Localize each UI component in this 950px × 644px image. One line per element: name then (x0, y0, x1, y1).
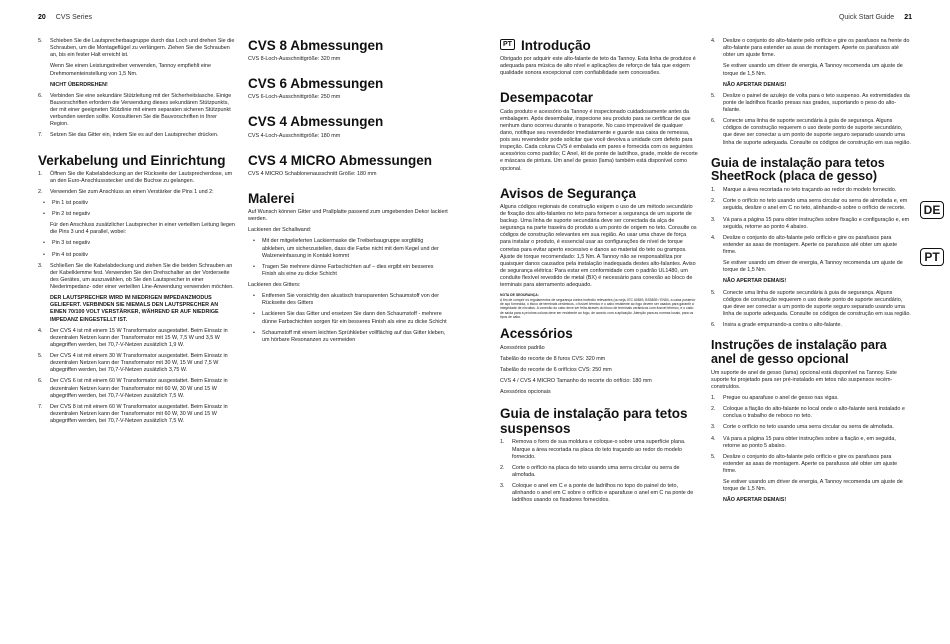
section-heading: Guia de instalação para tetos SheetRock (placa de gesso) (711, 155, 885, 184)
list-item: 3. Schließen Sie die Kabelabdeckung und ziehen Sie die beiden Schrauben an der Kabelklemme fest. Verwenden Sie den Drehschalter an der Vorderseite des Gerätes, um auszuwählen, ob Sie den Lautsprecher in einer Niederimpedanz- oder einer verteilten Line-Anwendung verwenden möchten. (38, 262, 234, 291)
bullet-item: • Pin 1 ist positiv (38, 200, 236, 207)
warning-text: NICHT ÜBERDREHEN! (50, 81, 108, 88)
list-item: 6. Insira a grade empurrando-a contra o alto-falante. (711, 322, 842, 328)
warning-text: NÃO APERTAR DEMAIS! (723, 81, 787, 88)
section-heading: PT Introdução (500, 38, 698, 53)
language-tab-de[interactable]: DE (920, 201, 944, 219)
list-item: 4. Vá para a página 15 para obter instruções sobre a fiação e, em seguida, retorne ao ponto 5 abaixo. (711, 435, 896, 449)
list-item: 3. Corte o orifício no teto usando uma serra circular ou serra de almofada. (711, 424, 894, 431)
list-item: 1. Marque a área recortada no teto traçando ao redor do modelo fornecido. (711, 187, 897, 194)
list-item: 2. Corte o orifício no teto usando uma serra circular ou serra de almofada e, em seguida, deslize o anel em C no teto, alinhando-o sobre o orifício de recorte. (711, 198, 908, 212)
right-page-number: 21 (904, 14, 912, 21)
section-heading: CVS 4 MICRO Abmessungen (248, 152, 433, 168)
list-item: 6. Verbinden Sie eine sekundäre Stützleitung mit der Sicherheitslasche. Einige Bauvorschriften erfordern die Verwendung dieses sekundären Stützpunkts, der mit einer geeigneten Stützlinie mit einem separaten sicheren Stützpunkt verbunden werden sollte. Konsultieren Sie die Bauvorschriften in Ihrer Region. (38, 92, 232, 128)
list-item: 3. Vá para a página 15 para obter instruções sobre fixação e configuração e, em seguida, retorne ao ponto 4 abaixo. (711, 216, 910, 230)
right-guide-title: Quick Start Guide (838, 14, 895, 21)
paragraph: CVS 8-Loch-Ausschnittgröße: 320 mm (248, 56, 341, 63)
section-heading: Avisos de Segurança (500, 185, 637, 201)
paragraph: Alguns códigos regionais de construção exigem o uso de um método secundário de fixação dos alto-falantes no teto para fornecer a segurança de um suporte de backup. Uma linha de suporte secundária deve ser conectada da alça de segurança na parte traseira do produto a um ponto de origem no teto. Consulte os códigos de construção relevantes em sua região. Ao usar uma chave de força para instalar o produto, é essencial usar as configurações de nível de torque corretas para evitar aperto excessivo e danos ao material do teto ou grampos. Ajuste de torque recomendado: 1,5 Nm. A Tannoy não se responsabiliza por quaisquer danos causados pela instalação inadequada destes alto-falantes. Aviso de segurança elétrica: Para estar em conformidade com o padrão UL1480, um conduíte flexível revestido de metal (BX) é necessário para conexão ao bloco de terminais para aterramento adequado. (500, 203, 697, 289)
section-heading: CVS 4 Abmessungen (248, 114, 384, 130)
warning-text: DER LAUTSPRECHER WIRD IM NIEDRIGEN IMPEDANZMODUS GELIEFERT. VERBINDEN SIE NIEMALS DEN LAUTSPRECHER AN EINEN 70/100 VOLT VERSTÄRKER, WÄHREND ER AUF NIEDRIGE IMPEDANZ EINGESTELLT IST. (50, 295, 219, 323)
list-item: 5. Conecte uma linha de suporte secundária à guia de segurança. Alguns códigos de construção requerem o uso deste ponto de suporte secundário, que deve ser conectar a um ponto de suporte seguro separado usando uma linha de suporte adequada. Consulte os códigos de construção em sua região. (711, 289, 911, 317)
paragraph: Obrigado por adquirir este alto-falante de teto da Tannoy. Esta linha de produtos é adequada para música de alto nível e aplicações de reforço de fala que exigem qualidade sonora excepcional com confiabilidade sem concessões. (500, 56, 696, 77)
list-item: 5. Deslize o painel de azulejo de volta para o teto suspenso. As extremidades da ponte de ladrilhos ficarão presas nas grades, suportando o peso do alto-falante. (711, 92, 910, 113)
list-item: 1. Remova o forro de sua moldura e coloque-o sobre uma superfície plana. Marque a área recortada na placa do teto traçando ao redor do modelo fornecido. (500, 439, 686, 460)
list-item: 7. Setzen Sie das Gitter ein, indem Sie es auf den Lautsprecher drücken. (38, 132, 219, 139)
list-item: 2. Corte o orifício na placa do teto usando uma serra circular ou serra de almofada. (500, 464, 680, 478)
paragraph: Acessórios padrão (500, 344, 545, 351)
bullet-item: • Mit der mitgelieferten Lackiermaske die Treiberbaugruppe sorgfältig abkleben, um sicherzustellen, dass die Farbe nicht mit dem Kegel und der Walzeneinfassung in Kontakt kommt (248, 238, 448, 259)
column-dimensions-de (248, 38, 448, 348)
list-item: 3. Coloque o anel em C e a ponte de ladrilhos no topo do painel do teto, alinhando o anel em C sobre o orifício e aparafuse o anel em C na ponte de ladrilhos usando os fixadores fornecidos. (500, 483, 694, 504)
list-item: 2. Coloque a fiação do alto-falante no local onde o alto-falante será instalado e conclua o trabalho de reboco no teto. (711, 406, 905, 420)
paragraph: Tabelão do recorte de 8 furos CVS: 320 mm (500, 355, 606, 362)
left-series-title: CVS Series (55, 14, 92, 21)
torque-note: Se estiver usando um driver de energia, A Tannoy recomenda um ajuste de torque de 1,5 Nm. (723, 63, 903, 77)
section-heading: Desempacotar (500, 90, 594, 106)
torque-note: Se estiver usando um driver de energia, A Tannoy recomenda um ajuste de torque de 1,5 Nm. (723, 260, 903, 274)
paragraph: CVS 4 MICRO Schablonenausschnitt Größe: 180 mm (248, 170, 377, 177)
section-heading: Verkabelung und Einrichtung (38, 152, 226, 168)
list-item: 6. Conecte uma linha de suporte secundária à guia de segurança. Alguns códigos de construção requerem o uso deste ponto de suporte secundário, que deve ser conectar a um ponto de suporte seguro separado usando uma linha de suporte adequada. Consulte os códigos de construção em sua região. (711, 118, 911, 146)
list-item: 6. Der CVS 6 ist mit einem 60 W Transformator ausgestattet. Beim Einsatz in dezentralen Netzen kann der Transformator mit 60 W, 30 W und 15 W abgegriffen werden, bei 70,7-V-Netzen zusätzlich 7,5 W. (38, 378, 228, 399)
warning-text: NÃO APERTAR DEMAIS! (723, 278, 787, 285)
list-item: 4. Deslize o conjunto do alto-falante pelo orifício e gire os parafusos na frente do alto-falante para estender as asas de montagem. Aperte os parafusos até obter um ajuste firme. (711, 38, 910, 59)
list-item: 5. Schieben Sie die Lautsprecherbaugruppe durch das Loch und drehen Sie die Schrauben, um die Montageflügel zu verlängern. Ziehen Sie die Schrauben an, bis ein fester Halt erreicht ist. (38, 38, 235, 59)
list-item: 5. Deslize o conjunto do alto-falante pelo orifício e gire os parafusos para estender as asas de montagem. Aperte os parafusos até obter um ajuste firme. (711, 453, 898, 474)
language-badge: PT (500, 39, 515, 50)
section-heading: Guia de instalação para tetos suspensos (500, 406, 688, 437)
list-item: 1. Öffnen Sie die Kabelabdeckung an der Rückseite der Lautsprecherdose, um an den Euro-Anschlussstecker und die Buchse zu gelangen. (38, 170, 233, 184)
warning-text: NÃO APERTAR DEMAIS! (723, 497, 787, 504)
language-tab-pt[interactable]: PT (920, 248, 944, 266)
list-item: 4. Deslize o conjunto do alto-falante pelo orifício e gire os parafusos para estender as asas de montagem. Aperte os parafusos até obter um ajuste firme. (711, 234, 898, 255)
section-heading: CVS 8 Abmessungen (248, 38, 384, 53)
torque-note: Se estiver usando um driver de energia, A Tannoy recomenda um ajuste de torque de 1,5 Nm. (723, 479, 903, 493)
list-item: 4. Der CVS 4 ist mit einem 15 W Transformator ausgestattet. Beim Einsatz in dezentralen Netzen kann der Transformator mit 15 W, 7,5 W und 3,5 W abgegriffen werden, bei 70,7-V-Netzen zusätzlich 1,9 W. (38, 327, 228, 348)
column-installation-pt (711, 38, 911, 509)
bullet-item: • Lackieren Sie das Gitter und ersetzen Sie dann den Schaumstoff - mehrere dünne Farbschichten sorgen für ein besseres Finish als eine zu dicke Schicht (248, 311, 448, 325)
paragraph: Cada produto e acessório da Tannoy é inspecionado cuidadosamente antes da embalagem. Após desembalar, inspecione seu produto para se certificar de que nenhum dano ocorreu durante o transporte. No caso improvável de qualquer dano, notifique seu revendedor imediatamente e guarde sua caixa de remessa, pois seu revendedor pode solicitar que você devolva a unidade com defeito para inspeção. Cada coluna CVS é embalada em pares e fornecida com os seguintes acessórios como padrão; C Anel, kit de ponte de ladrilhos, grade, molde de recorte e máscara de pintura. Um anel de gesso (lama) também está disponível como opcional. (500, 108, 698, 172)
column-intro-pt (500, 38, 698, 508)
section-heading: Instruções de instalação para anel de gesso opcional (711, 338, 887, 366)
section-heading: Acessórios (500, 326, 573, 342)
section-heading: CVS 6 Abmessungen (248, 76, 384, 92)
paragraph: CVS 4-Loch-Ausschnittgröße: 180 mm (248, 132, 341, 139)
paragraph: CVS 4 / CVS 4 MICRO Tamanho do recorte do orifício: 180 mm (500, 377, 652, 384)
bullet-item: • Schaumstoff mit einem leichten Sprühkleber vollflächig auf das Gitter kleben, um hörbare Resonanzen zu vermeiden (248, 330, 448, 344)
bullet-item: • Pin 3 ist negativ (38, 240, 236, 247)
list-item: 2. Verwenden Sie zum Anschluss an einen Verstärker die Pins 1 und 2: (38, 188, 214, 195)
list-item: 1. Pregue ou aparafuse o anel de gesso nas vigas. (711, 395, 839, 401)
paragraph: CVS 6-Loch-Ausschnittgröße: 250 mm (248, 94, 341, 101)
column-wiring-de (38, 38, 236, 429)
bullet-item: • Pin 2 ist negativ (38, 211, 236, 218)
section-heading: Malerei (248, 190, 295, 206)
paragraph: Für den Anschluss zusätzlicher Lautsprecher in einer verteilten Leitung liegen die Pins 3 und 4 parallel, wobei: (50, 222, 235, 236)
list-item: 5. Der CVS 4 ist mit einem 30 W Transformator ausgestattet. Beim Einsatz in dezentralen Netzen kann der Transformator mit 30 W, 15 W und 7,5 W abgegriffen werden, bei 70,7-V-Netzen zusätzlich 3,75 W. (38, 353, 228, 374)
bullet-item: • Entfernen Sie vorsichtig den akustisch transparenten Schaumstoff von der Rückseite des Gitters (248, 293, 448, 307)
paragraph: Um suporte de anel de gesso (lama) opcional está disponível na Tannoy. Este suporte foi projetado para ser pré-instalado em tetos não suspensos recém-construídos. (711, 369, 897, 390)
bullet-item: • Pin 4 ist positiv (38, 252, 236, 259)
torque-note: Wenn Sie einen Leistungstreiber verwenden, Tannoy empfiehlt eine Drehmomenteinstellung von 1,5 Nm. (50, 63, 212, 77)
paragraph: Auf Wunsch können Gitter und Prallplatte passend zum umgebenden Dekor lackiert werden. (248, 209, 448, 223)
safety-note: NOTA DE SEGURANÇA: A fim de cumprir os regulamentos de segurança contra incêndio relevantes (ou seja, IEC 60849, BS5839 / EN54, a caixa posterior de aço fornecida, o bloco de terminais cerâmicos, o fusível térmico e o cabo resistente ao fogo devem ser usados para garantir a integridade de circuitos. A conexão do cabo deve ser feita através do bloco de terminais cerâmicos com fusível térmico, e o cabo de saída para a próxima coluna deve ser resistente ao fogo, de acordo com a aplicação. Atenção para as normas locais, para os tipos de cabo. (500, 293, 696, 320)
paragraph: Tabelão do recorte de 6 orifícios CVS: 250 mm (500, 366, 612, 373)
list-item: 7. Der CVS 8 ist mit einem 60 W Transformator ausgestattet. Beim Einsatz in dezentralen Netzen kann der Transformator mit 60 W, 30 W und 15 W abgegriffen werden, bei 70,7-V-Netzen zusätzlich 7,5 W. (38, 403, 228, 425)
left-page-header (38, 14, 92, 21)
paragraph: Lackieren der Schallwand: (248, 227, 312, 234)
left-page-number: 20 (38, 14, 46, 21)
right-page-header (839, 14, 912, 21)
paragraph: Acessórios opcionais (500, 389, 551, 396)
paragraph: Lackieren des Gitters: (248, 282, 301, 289)
bullet-item: • Tragen Sie mehrere dünne Farbschichten auf – dies ergibt ein besseres Finish als eine zu dicke Schicht (248, 264, 448, 278)
